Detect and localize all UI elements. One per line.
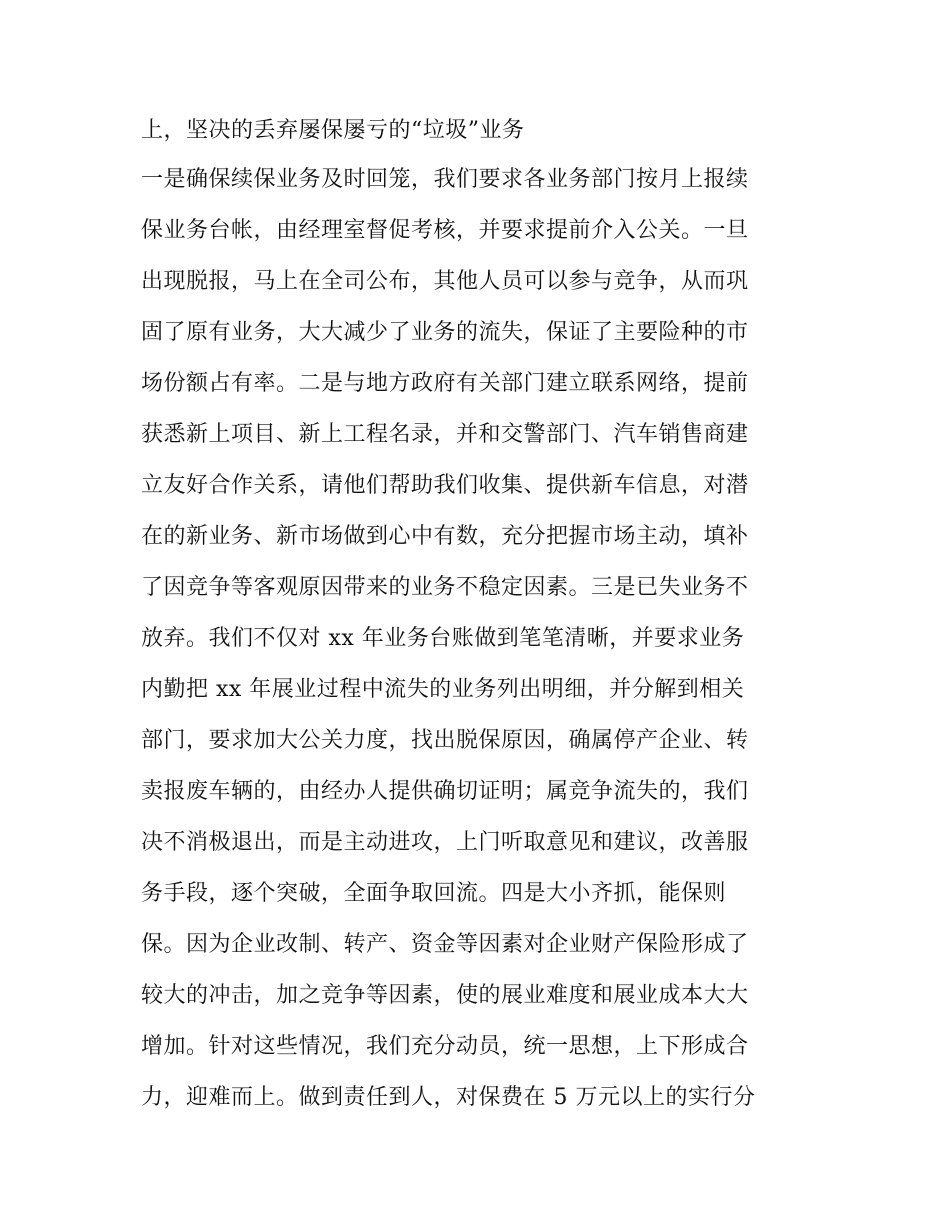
paragraph-line-3: 出现脱报，马上在全司公布，其他人员可以参与竞争，从而巩 (141, 269, 749, 294)
paragraph-line-4: 固了原有业务，大大减少了业务的流失，保证了主要险种的市 (141, 320, 749, 345)
paragraph-line-13: 卖报废车辆的，由经办人提供确切证明；属竞争流失的，我们 (141, 779, 749, 804)
paragraph-line-1: 一是确保续保业务及时回笼，我们要求各业务部门按月上报续 (141, 167, 749, 192)
paragraph-line-5: 场份额占有率。二是与地方政府有关部门建立联系网络，提前 (141, 371, 749, 396)
paragraph-line-9: 了因竞争等客观原因带来的业务不稳定因素。三是已失业务不 (141, 575, 749, 600)
paragraph-line-7: 立友好合作关系，请他们帮助我们收集、提供新车信息，对潜 (141, 473, 749, 498)
paragraph-line-6: 获悉新上项目、新上工程名录，并和交警部门、汽车销售商建 (141, 422, 749, 447)
paragraph-line-16: 保。因为企业改制、转产、资金等因素对企业财产保险形成了 (141, 932, 749, 957)
paragraph-line-8: 在的新业务、新市场做到心中有数，充分把握市场主动，填补 (141, 524, 749, 549)
document-body (141, 108, 821, 1123)
paragraph-line-17: 较大的冲击，加之竞争等因素，使的展业难度和展业成本大大 (141, 983, 749, 1008)
paragraph-line-19: 力，迎难而上。做到责任到人，对保费在 5 万元以上的实行分 (141, 1085, 756, 1110)
paragraph-line-18: 增加。针对这些情况，我们充分动员，统一思想，上下形成合 (141, 1034, 749, 1059)
paragraph-line-11: 内勤把 xx 年展业过程中流失的业务列出明细，并分解到相关 (141, 677, 745, 702)
paragraph-line-2: 保业务台帐，由经理室督促考核，并要求提前介入公关。一旦 (141, 218, 749, 243)
heading-line: 上，坚决的丢弃屡保屡亏的“垃圾”业务 (141, 118, 525, 143)
paragraph-line-15: 务手段，逐个突破，全面争取回流。四是大小齐抓，能保则 (141, 881, 727, 906)
paragraph-line-10: 放弃。我们不仅对 xx 年业务台账做到笔笔清晰，并要求业务 (141, 626, 745, 651)
paragraph-line-12: 部门，要求加大公关力度，找出脱保原因，确属停产企业、转 (141, 728, 749, 753)
paragraph-line-14: 决不消极退出，而是主动进攻，上门听取意见和建议，改善服 (141, 830, 749, 855)
